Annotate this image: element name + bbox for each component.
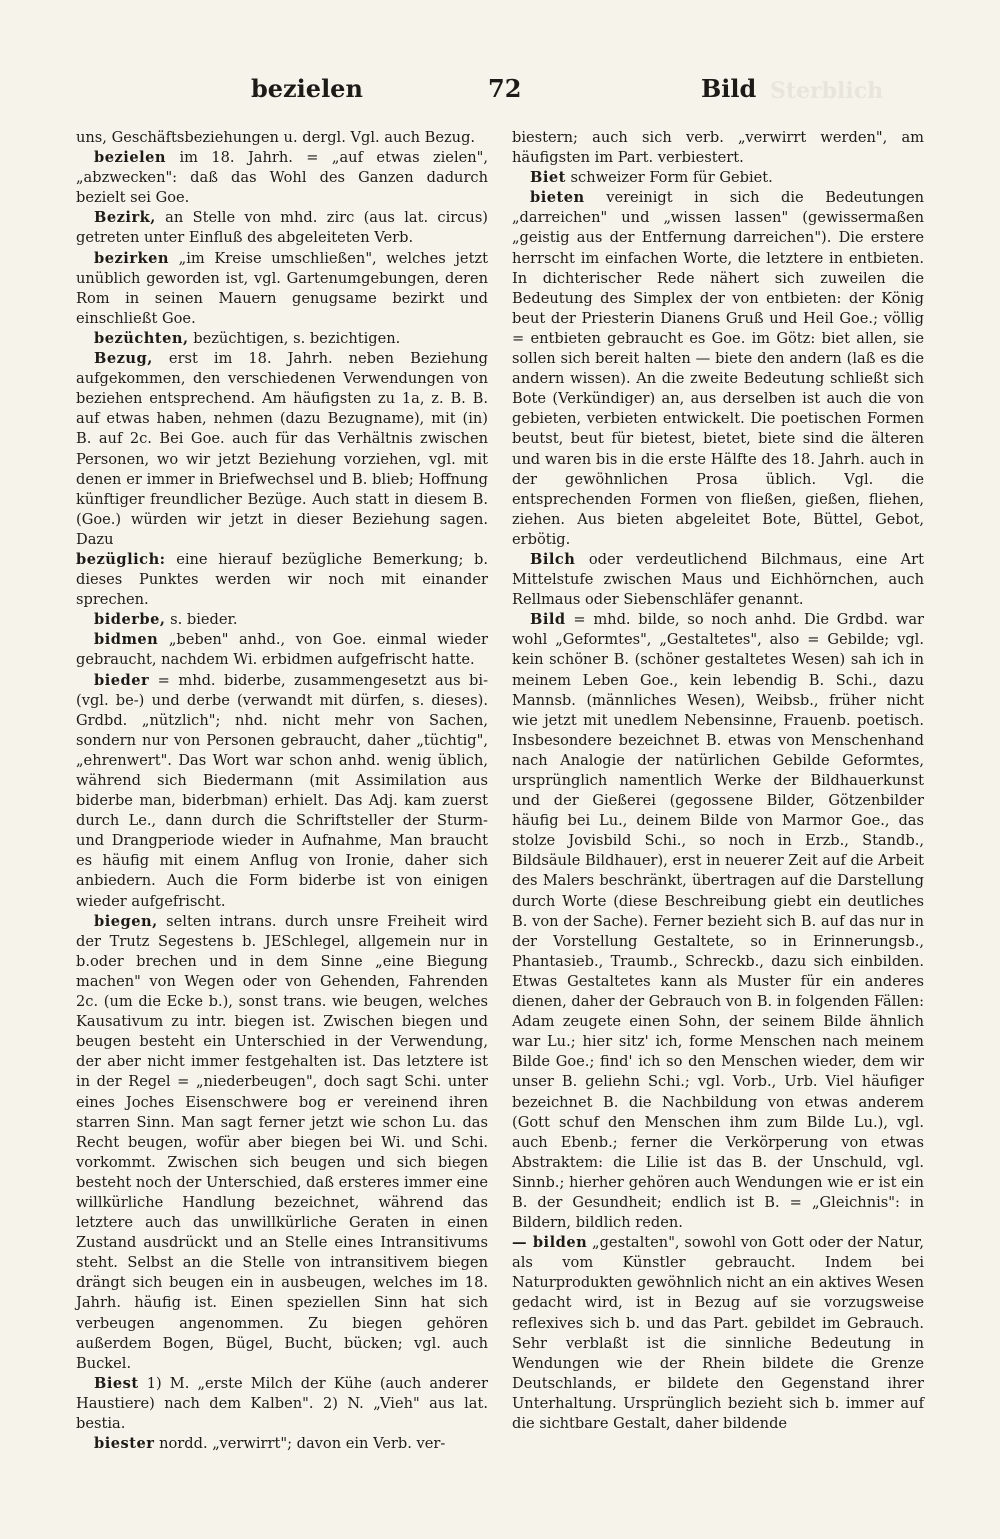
headword: biegen, (94, 912, 158, 930)
headword: bezielen (94, 149, 167, 167)
entry-text: nordd. „verwirrt"; davon ein Verb. ver- (154, 1435, 446, 1453)
dictionary-entry (76, 671, 488, 912)
headword: bidmen (94, 631, 159, 649)
entry-text: schweizer Form für Gebiet. (565, 169, 773, 187)
entry-text: oder verdeutlichend Bilchmaus, eine Art Mittelstufe zwischen Maus und Eichhörnchen, auch Rellmaus oder Siebenschläfer genannt. (512, 550, 924, 609)
entry-text: vereinigt in sich die Bedeutungen „darreichen" und „wissen lassen" (gewissermaßen „geistig aus der Entfernung darreichen"). Die erstere herrscht im einfachen Worte, die letztere in entbieten. In dichterischer Rede nähert sich zuweilen die Bedeutung des Simplex der von entbieten: der König beut der Priesterin Dianens Gruß und Heil Goe.; völlig = entbieten gebraucht es Goe. im Götz: biet allen, sie sollen sich bereit halten — biete den andern (laß es die andern wissen). An die zweite Bedeutung schließt sich Bote (Verkündiger) an, aus derselben ist auch die von gebieten, verbieten entwickelt. Die poetischen Formen beutst, beut für bietest, bietet, biete sind die älteren und waren bis in die erste Hälfte des 18. Jahrh. auch in der gewöhnlichen Prosa üblich. Vgl. die entsprechenden Formen von fließen, gießen, fliehen, ziehen. Aus bieten abgeleitet Bote, Büttel, Gebot, erbötig. (512, 189, 924, 548)
entry-text: = mhd. bilde, so noch anhd. Die Grdbd. war wohl „Geformtes", „Gestaltetes", also = Gebilde; vgl. kein schöner B. (schöner gestaltetes Wesen) sah ich in meinem Leben Goe., kein lebendig B. Schi., dazu Mannsb. (männliches Wesen), Weibsb., früher nicht wie jetzt mit unedlem Nebensinne, Frauenb. poetisch. Insbesondere bezeichnet B. etwas von Menschenhand nach Analogie der natürlichen Gebilde Geformtes, ursprünglich namentlich Werke der Bildhauerkunst und der Gießerei (gegossene Bilder, Götzenbilder häufig bei Lu., deinem Bilde von Marmor Goe., das stolze Jovisbild Schi., so noch in Erzb., Standb., Bildsäule Bildhauer), erst in neuerer Zeit auf die Arbeit des Malers beschränkt, übertragen auf die Darstellung durch Worte (diese Beschreibung giebt ein deutliches B. von der Sache). Ferner bezieht sich B. auf das nur in der Vorstellung Gestaltete, so in Erinnerungsb., Phantasieb., Traumb., Schreckb., dazu sich einbilden. Etwas Gestaltetes kann als Muster für ein anderes dienen, daher der Gebrauch von B. in folgenden Fällen: Adam zeugete einen Sohn, der seinem Bilde ähnlich war Lu.; hier sitz' ich, forme Menschen nach meinem Bilde Goe.; find' ich so den Menschen wieder, dem wir unser B. geliehn Schi.; vgl. Vorb., Urb. Viel häufiger bezeichnet B. die Nachbildung von etwas anderem (Gott schuf den Menschen ihm zum Bilde Lu.), vgl. auch Ebenb.; ferner die Verkörperung von etwas Abstraktem: die Lilie ist das B. der Unschuld, vgl. Sinnb.; hierher gehören auch Wendungen wie er ist ein B. der Gesundheit; endlich ist B. = „Gleichnis": in Bildern, bildlich reden. (512, 611, 924, 1232)
headword: bezüchten, (94, 329, 189, 347)
headword: Bild (530, 611, 566, 629)
entry-text: „gestalten", sowohl von Gott oder der Natur, als vom Künstler gebraucht. Indem bei Naturprodukten gewöhnlich nicht an ein aktives Wesen gedacht wird, ist in Bezug auf sie vorzugsweise reflexives sich b. und das Part. gebildet im Gebrauch. Sehr verblaßt ist die sinnliche Bedeutung in Wendungen wie der Rhein bildete die Grenze Deutschlands, er bildete den Gegenstand ihrer Unterhaltung. Ursprünglich bezieht sich b. immer auf die sichtbare Gestalt, daher bildende (512, 1234, 924, 1432)
page-number: 72 (488, 74, 522, 103)
dictionary-entry (76, 208, 488, 248)
dictionary-entry (76, 1374, 488, 1434)
dictionary-entry (512, 610, 924, 1233)
headword: Bezug, (94, 350, 153, 368)
dictionary-entry (76, 329, 488, 349)
headword: bezüglich: (76, 550, 166, 568)
headword: Biest (94, 1374, 139, 1392)
entry-text: an Stelle von mhd. zirc (aus lat. circus) getreten unter Einfluß des abgeleiteten Verb. (76, 209, 488, 247)
entry-text: „beben" anhd., von Goe. einmal wieder gebraucht, nachdem Wi. erbidmen aufgefrischt hatte. (76, 631, 488, 669)
entry-text: s. bieder. (165, 611, 238, 629)
entry-text: im 18. Jahrh. = „auf etwas zielen", „abzwecken": daß das Wohl des Ganzen dadurch bezielt sei Goe. (76, 149, 488, 207)
headword: bieder (94, 671, 150, 689)
dictionary-entry (76, 550, 488, 610)
dictionary-entry (76, 630, 488, 670)
dictionary-entry (512, 128, 924, 168)
entry-text: biestern; auch sich verb. „verwirrt werden", am häufigsten im Part. verbiestert. (512, 129, 924, 167)
headword: Bilch (530, 550, 576, 568)
entry-text: uns, Geschäftsbeziehungen u. dergl. Vgl. auch Bezug. (76, 129, 476, 146)
headword: bezirken (94, 249, 170, 267)
headword: bieten (530, 189, 585, 207)
entry-text: erst im 18. Jahrh. neben Beziehung aufgekommen, den verschiedenen Verwendungen von beziehen entsprechend. Am häufigsten zu 1a, z. B. B. auf etwas haben, nehmen (dazu Bezugname), mit (in) B. auf 2c. Bei Goe. auch für das Verhältnis zwischen Personen, wo wir jetzt Beziehung vorziehen, vgl. mit denen er immer in Briefwechsel und B. blieb; Hoffnung künftiger freundlicher Bezüge. Auch statt in diesem B. (Goe.) würden wir jetzt in dieser Beziehung sagen. Dazu (76, 350, 488, 548)
entry-text: bezüchtigen, s. bezichtigen. (188, 329, 401, 347)
dictionary-entry (76, 128, 488, 148)
headword: Bezirk, (94, 209, 156, 227)
entry-text: selten intrans. durch unsre Freiheit wird der Trutz Segestens b. JESchlegel, allgemein nur in b.oder brechen und in dem Sinne „eine Biegung machen" von Wegen oder von Gehenden, Fahrenden 2c. (um die Ecke b.), sonst trans. wie beugen, welches Kausativum zu intr. biegen ist. Zwischen biegen und beugen besteht ein Unterschied in der Verwendung, der aber nicht immer festgehalten ist. Das letztere ist in der Regel = „niederbeugen", doch sagt Schi. unter eines Joches Eisenschwere bog er vereinend ihren starren Sinn. Man sagt ferner jetzt wie schon Lu. das Recht beugen, wofür aber biegen bei Wi. und Schi. vorkommt. Zwischen sich beugen und sich biegen besteht noch der Unterschied, daß ersteres immer eine willkürliche Handlung bezeichnet, während das letztere auch das unwillkürliche Geraten in einen Zustand ausdrückt und an Stelle eines Intransitivums steht. Selbst an die Stelle von intransitivem biegen drängt sich beugen ein in ausbeugen, welches im 18. Jahrh. häufig ist. Einen speziellen Sinn hat sich verbeugen angenommen. Zu biegen gehören außerdem Bogen, Bügel, Bucht, bücken; vgl. auch Buckel. (76, 912, 488, 1372)
dictionary-entry (76, 912, 488, 1374)
headword: Biet (530, 169, 566, 187)
entry-text: = mhd. biderbe, zusammengesetzt aus bi- (vgl. be-) und derbe (verwandt mit dürfen, s. dieses). Grdbd. „nützlich"; nhd. nicht mehr von Sachen, sondern nur von Personen gebraucht, daher „tüchtig", „ehrenwert". Das Wort war schon anhd. wenig üblich, während sich Biedermann (mit Assimilation aus biderbe man, biderbman) erhielt. Das Adj. kam zuerst durch Le., dann durch die Schriftsteller der Sturm- und Drangperiode wieder in Aufnahme, Man braucht es häufig mit einem Anflug von Ironie, daher sich anbiedern. Auch die Form biderbe ist von einigen wieder aufgefrischt. (76, 671, 488, 910)
entry-text: „im Kreise umschließen", welches jetzt unüblich geworden ist, vgl. Gartenumgebungen, deren Rom in seinen Mauern genugsame bezirkt und einschließt Goe. (76, 249, 488, 327)
running-head-right: Bild (701, 74, 757, 103)
left-column (76, 128, 488, 1454)
dictionary-entry (76, 610, 488, 630)
entry-text: eine hierauf bezügliche Bemerkung; b. dieses Punktes werden wir noch mit einander sprechen. (76, 550, 488, 609)
dictionary-entry (76, 349, 488, 550)
bleed-through-text: Sterblich (770, 78, 884, 104)
headword: — bilden (512, 1234, 588, 1252)
dictionary-entry (512, 188, 924, 550)
dictionary-entry (512, 1233, 924, 1434)
dictionary-entry (512, 550, 924, 610)
headword: biderbe, (94, 611, 166, 629)
running-head-left: bezielen (251, 74, 363, 103)
dictionary-entry (76, 249, 488, 329)
headword: biester (94, 1435, 155, 1453)
dictionary-entry (76, 1434, 488, 1454)
dictionary-entry (76, 148, 488, 208)
entry-text: 1) M. „erste Milch der Kühe (auch anderer Haustiere) nach dem Kalben". 2) N. „Vieh" aus lat. bestia. (76, 1374, 488, 1432)
right-column (512, 128, 924, 1434)
dictionary-entry (512, 168, 924, 188)
